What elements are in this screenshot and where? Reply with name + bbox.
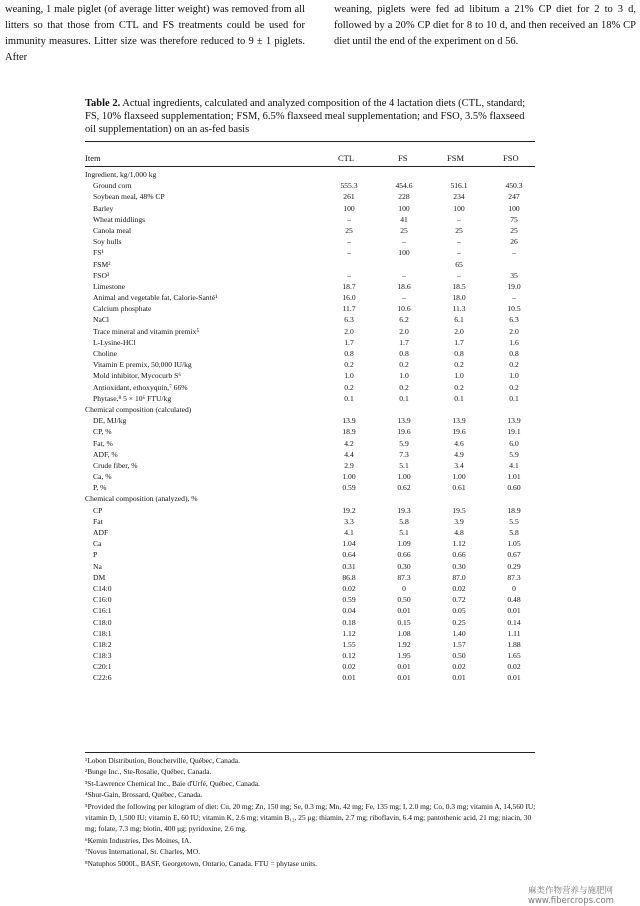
cell-ctl: – — [347, 237, 351, 247]
cell-fsm: 100 — [453, 203, 465, 213]
table-row — [85, 617, 535, 628]
cell-ctl: 1.0 — [344, 371, 354, 381]
row-label: C18:3 — [93, 651, 112, 661]
row-label: Calcium phosphate — [93, 304, 152, 314]
cell-fsm: 516.1 — [450, 181, 468, 191]
cell-fsm: – — [457, 214, 461, 224]
cell-fs: 87.3 — [397, 572, 411, 582]
intro-left-paragraph: weaning, 1 male piglet (of average litter weight) was removed from all litters so that those from CTL and FS treatments could be used for immunity measures. Litter size was therefore reduced to 9 ± 1 piglets. After — [5, 4, 305, 63]
cell-fs: 0.1 — [399, 393, 409, 403]
cell-ctl: 100 — [343, 203, 355, 213]
table-row — [85, 661, 535, 672]
cell-fs: 100 — [398, 203, 410, 213]
cell-fso: 0 — [512, 583, 516, 593]
header-fsm: FSM — [447, 153, 465, 163]
cell-ctl: 0.2 — [344, 360, 354, 370]
cell-fs: – — [402, 270, 406, 280]
table-row — [85, 527, 535, 538]
table-body — [85, 169, 535, 684]
cell-ctl: – — [347, 248, 351, 258]
cell-fso: 0.8 — [509, 349, 519, 358]
row-label: Barley — [93, 203, 114, 213]
cell-fso: 75 — [510, 214, 518, 224]
cell-fs: 0.15 — [397, 617, 411, 627]
cell-fsm: 0.61 — [452, 483, 466, 493]
cell-fs: 19.6 — [397, 427, 411, 437]
cell-fsm: 18.0 — [452, 293, 466, 303]
cell-fsm: 1.00 — [452, 472, 466, 482]
cell-fs: 5.1 — [399, 528, 409, 537]
table-row — [85, 382, 535, 393]
cell-fso: 5.8 — [509, 528, 519, 537]
cell-fs: – — [402, 293, 406, 303]
table-row — [85, 650, 535, 661]
row-label: C14:0 — [93, 583, 112, 593]
row-label: C18:1 — [93, 628, 112, 638]
cell-fsm: 65 — [455, 259, 463, 269]
cell-fso: 5.9 — [509, 449, 519, 459]
table-row — [85, 359, 535, 370]
cell-ctl: 0.31 — [342, 561, 356, 571]
cell-fsm: 11.3 — [452, 304, 466, 314]
table-row — [85, 292, 535, 303]
cell-fsm: – — [457, 237, 461, 247]
row-label: FSO³ — [93, 270, 110, 280]
row-label: C20:1 — [93, 662, 112, 672]
row-label: ADF — [93, 528, 109, 537]
cell-fso: 1.88 — [507, 639, 521, 649]
row-label: CP — [93, 505, 103, 515]
row-label: C18:0 — [93, 617, 112, 627]
cell-fso: 1.65 — [507, 651, 521, 661]
table-row — [85, 639, 535, 650]
table-row — [85, 628, 535, 639]
row-label: P — [93, 550, 98, 560]
cell-ctl: 19.2 — [342, 505, 356, 515]
cell-ctl: 0.02 — [342, 583, 356, 593]
cell-fs: 454.6 — [395, 181, 413, 191]
cell-fs: 1.92 — [397, 639, 411, 649]
cell-fsm: 2.0 — [454, 326, 464, 336]
cell-fs: 0.30 — [397, 561, 411, 571]
cell-fs: 25 — [400, 225, 408, 235]
row-label: Chemical composition (analyzed), % — [85, 494, 198, 504]
cell-fsm: 0.66 — [452, 550, 466, 560]
cell-ctl: 0.02 — [342, 662, 356, 672]
cell-fs: 5.1 — [399, 460, 409, 470]
row-label: DE, MJ/kg — [93, 416, 127, 426]
cell-fso: 4.1 — [509, 460, 519, 470]
table-row — [85, 516, 535, 527]
cell-fs: 0.66 — [397, 550, 411, 560]
cell-fso: 25 — [510, 225, 518, 235]
cell-fso: 0.01 — [507, 673, 521, 683]
cell-ctl: 18.9 — [342, 427, 356, 437]
table-row — [85, 538, 535, 549]
cell-fs: 1.7 — [399, 337, 409, 347]
cell-fs: 228 — [398, 192, 410, 202]
table-row — [85, 561, 535, 572]
cell-ctl: 0.12 — [342, 651, 356, 661]
table-row — [85, 203, 535, 214]
cell-fsm: 0.02 — [452, 583, 466, 593]
table-row — [85, 471, 535, 482]
cell-fso: 1.01 — [507, 472, 521, 482]
row-label: Animal and vegetable fat, Calorie-Santé¹ — [93, 293, 218, 303]
table-row — [85, 583, 535, 594]
cell-fsm: 0.72 — [452, 595, 466, 605]
table-row — [85, 549, 535, 560]
cell-ctl: 3.3 — [344, 516, 354, 526]
table-row — [85, 449, 535, 460]
cell-fsm: 3.9 — [454, 516, 464, 526]
row-label: Ground corn — [93, 181, 132, 191]
cell-ctl: 0.04 — [342, 606, 356, 616]
footnote: ²Bunge Inc., Ste-Rosalie, Québec, Canada. — [85, 767, 212, 777]
cell-fsm: 1.57 — [452, 639, 466, 649]
cell-ctl: 16.0 — [342, 293, 356, 303]
cell-fso: 18.9 — [507, 505, 521, 515]
table-row — [85, 505, 535, 516]
intro-right-column — [334, 2, 636, 50]
intro-text — [0, 2, 640, 72]
cell-ctl: 2.0 — [344, 326, 354, 336]
footnote: ³St-Lawrence Chemical Inc., Baie d'Urfé, Québec, Canada. — [85, 778, 260, 788]
row-label: DM — [93, 572, 106, 582]
table-header-rule — [85, 166, 535, 167]
cell-fso: 1.0 — [509, 371, 519, 381]
table-row — [85, 672, 535, 683]
cell-ctl: 25 — [345, 225, 353, 235]
cell-fsm: 4.9 — [454, 449, 464, 459]
cell-ctl: 1.7 — [344, 337, 354, 347]
cell-fs: 0 — [402, 583, 406, 593]
table-row — [85, 247, 535, 258]
row-label: C16:1 — [93, 606, 112, 616]
cell-fso: – — [512, 293, 516, 303]
table-label: Table 2. — [85, 98, 121, 109]
cell-fsm: 0.2 — [454, 360, 464, 370]
cell-fs: 0.01 — [397, 673, 411, 683]
cell-fs: 13.9 — [397, 416, 411, 426]
cell-ctl: 0.64 — [342, 550, 356, 560]
cell-fso: 0.2 — [509, 360, 519, 370]
cell-fsm: 4.6 — [454, 438, 464, 448]
cell-ctl: 0.18 — [342, 617, 356, 627]
table-row — [85, 337, 535, 348]
row-label: Canola meal — [93, 225, 132, 235]
cell-fs: 0.01 — [397, 606, 411, 616]
cell-fs: 0.50 — [397, 595, 411, 605]
row-label: NaCl — [93, 315, 110, 325]
cell-fs: 18.6 — [397, 281, 411, 291]
cell-fso: 19.0 — [507, 281, 521, 291]
cell-fso: 247 — [508, 192, 520, 202]
cell-fsm: 1.40 — [452, 628, 466, 638]
table-row — [85, 572, 535, 583]
cell-fs: 0.2 — [399, 382, 409, 392]
cell-fso: 87.3 — [507, 572, 521, 582]
row-label: Fat — [93, 516, 103, 526]
cell-fso: 0.1 — [509, 393, 519, 403]
cell-fso: 5.5 — [509, 516, 519, 526]
cell-fs: 1.08 — [397, 628, 411, 638]
cell-fsm: 0.30 — [452, 561, 466, 571]
cell-fso: 1.11 — [507, 628, 521, 638]
cell-fs: 19.3 — [397, 505, 411, 515]
cell-fsm: 0.50 — [452, 651, 466, 661]
cell-fs: 0.01 — [397, 662, 411, 672]
cell-fs: 1.95 — [397, 651, 411, 661]
cell-fso: 10.5 — [507, 304, 521, 314]
cell-ctl: 0.8 — [344, 349, 354, 358]
cell-fso: 6.3 — [509, 315, 519, 325]
table-row — [85, 326, 535, 337]
cell-ctl: 0.01 — [342, 673, 356, 683]
table-row — [85, 180, 535, 191]
cell-ctl: 1.12 — [342, 628, 356, 638]
cell-fs: 41 — [400, 214, 408, 224]
cell-ctl: 0.1 — [344, 393, 354, 403]
cell-fsm: 87.0 — [452, 572, 466, 582]
table-row — [85, 314, 535, 325]
row-label: Fat, % — [93, 438, 113, 448]
table-bottom-rule — [85, 752, 535, 753]
row-label: Ca, % — [93, 472, 112, 482]
row-label: C16:0 — [93, 595, 112, 605]
cell-ctl: 2.9 — [344, 460, 354, 470]
cell-fsm: 19.6 — [452, 427, 466, 437]
row-label: Antioxidant, ethoxyquin,⁷ 66% — [93, 382, 188, 392]
cell-ctl: 4.4 — [344, 449, 354, 459]
cell-fsm: 4.8 — [454, 528, 464, 537]
row-label: P, % — [93, 483, 107, 493]
cell-ctl: 11.7 — [342, 304, 356, 314]
cell-fso: 0.60 — [507, 483, 521, 493]
table-row — [85, 594, 535, 605]
cell-fs: 100 — [398, 248, 410, 258]
cell-fs: 5.8 — [399, 516, 409, 526]
table-section-row — [85, 493, 535, 504]
cell-fs: – — [402, 237, 406, 247]
footnote: ⁴Shur-Gain, Brossard, Québec, Canada. — [85, 790, 203, 800]
table-footnotes — [85, 755, 540, 869]
cell-fsm: 0.02 — [452, 662, 466, 672]
table-row — [85, 605, 535, 616]
cell-fsm: 6.1 — [454, 315, 464, 325]
cell-fs: 5.9 — [399, 438, 409, 448]
table-top-rule — [85, 141, 535, 142]
cell-fso: 1.6 — [509, 337, 519, 347]
cell-ctl: 6.3 — [344, 315, 354, 325]
row-label: Ca — [93, 539, 102, 549]
cell-fsm: 1.0 — [454, 371, 464, 381]
watermark: 麻类作物营养与施肥网 www.fibercrops.com — [528, 886, 614, 906]
header-item: Item — [85, 153, 101, 163]
footnote: ⁸Natuphos 5000L, BASF, Georgetown, Ontario, Canada. FTU = phytase units. — [85, 858, 318, 868]
cell-ctl: 0.59 — [342, 595, 356, 605]
cell-fsm: – — [457, 270, 461, 280]
cell-fs: 0.62 — [397, 483, 411, 493]
table-row — [85, 482, 535, 493]
cell-fso: 19.1 — [507, 427, 521, 437]
cell-fso: 0.29 — [507, 561, 521, 571]
table-row — [85, 393, 535, 404]
row-label: Wheat middlings — [93, 214, 146, 224]
table-row — [85, 191, 535, 202]
cell-fs: 10.6 — [397, 304, 411, 314]
table-row — [85, 270, 535, 281]
cell-ctl: 0.2 — [344, 382, 354, 392]
cell-fso: 13.9 — [507, 416, 521, 426]
row-label: Mold inhibitor, Mycocurb S⁶ — [93, 371, 181, 381]
row-label: FS¹ — [93, 248, 104, 258]
cell-fs: 0.2 — [399, 360, 409, 370]
cell-ctl: 1.04 — [342, 539, 356, 549]
cell-fso: 0.02 — [507, 662, 521, 672]
cell-fsm: 25 — [455, 225, 463, 235]
cell-fsm: 0.25 — [452, 617, 466, 627]
row-label: FSM² — [93, 259, 111, 269]
intro-right-paragraph: weaning, piglets were fed ad libitum a 21% CP diet for 2 to 3 d, followed by a 20% CP diet for 8 to 10 d, and then received an 18% CP diet until the end of the experiment on d 56. — [334, 4, 636, 47]
table-row — [85, 259, 535, 270]
cell-fso: 0.2 — [509, 382, 519, 392]
table-header — [85, 153, 535, 165]
cell-fso: 35 — [510, 270, 518, 280]
cell-fso: 0.48 — [507, 595, 521, 605]
cell-fs: 1.0 — [399, 371, 409, 381]
header-ctl: CTL — [338, 153, 355, 163]
cell-fso: 0.67 — [507, 550, 521, 560]
table-row — [85, 214, 535, 225]
header-fso: FSO — [503, 153, 519, 163]
cell-ctl: 555.3 — [340, 181, 358, 191]
cell-fsm: 18.5 — [452, 281, 466, 291]
row-label: ADF, % — [93, 449, 118, 459]
row-label: Crude fiber, % — [93, 460, 138, 470]
cell-fsm: 13.9 — [452, 416, 466, 426]
row-label: C18:2 — [93, 639, 112, 649]
cell-fso: 100 — [508, 203, 520, 213]
footnote: ⁷Novus International, St. Charles, MO. — [85, 847, 201, 857]
row-label: Ingredient, kg/1,000 kg — [85, 170, 157, 179]
cell-fso: – — [512, 248, 516, 258]
cell-ctl: 13.9 — [342, 416, 356, 426]
cell-fsm: 0.8 — [454, 349, 464, 358]
cell-fso: 2.0 — [509, 326, 519, 336]
cell-ctl: 86.8 — [342, 572, 356, 582]
table-row — [85, 281, 535, 292]
table-row — [85, 348, 535, 359]
cell-fsm: 0.1 — [454, 393, 464, 403]
table-caption — [85, 97, 535, 136]
cell-fsm: 0.05 — [452, 606, 466, 616]
footnote: ⁵Provided the following per kilogram of diet: Cu, 20 mg; Zn, 150 mg; Se, 0.3 mg; Mn, 42 mg; Fe, 135 mg; I, 2.0 mg; Co, 0.3 mg; vitamin A, 14,560 IU; vitamin D, 1,500 IU; vitamin E, 60 IU; vitamin K, 2.6 mg; vitamin B₁₂, 25 μg; thiamin, 2.7 mg; riboflavin, 6.4 mg; pantothenic acid, 21 mg; niacin, 30 mg; folate, 7.3 mg; biotin, 400 μg; pyridoxine, 2.6 mg. — [85, 801, 536, 834]
cell-ctl: 1.00 — [342, 472, 356, 482]
cell-fs: 6.2 — [399, 315, 409, 325]
table-section-row — [85, 169, 535, 180]
cell-fs: 7.3 — [399, 449, 409, 459]
cell-fsm: 0.2 — [454, 382, 464, 392]
row-label: CP, % — [93, 427, 112, 437]
intro-left-column — [5, 2, 305, 66]
table-row — [85, 370, 535, 381]
cell-ctl: 4.2 — [344, 438, 354, 448]
cell-ctl: 261 — [343, 192, 355, 202]
cell-fsm: 0.01 — [452, 673, 466, 683]
table-row — [85, 303, 535, 314]
table-section-row — [85, 404, 535, 415]
cell-fso: 6.0 — [509, 438, 519, 448]
row-label: Chemical composition (calculated) — [85, 404, 192, 414]
row-label: Choline — [93, 349, 118, 358]
row-label: Phytase,⁸ 5 × 10⁶ FTU/kg — [93, 393, 172, 403]
row-label: Na — [93, 561, 102, 571]
cell-ctl: – — [347, 214, 351, 224]
cell-fso: 0.14 — [507, 617, 521, 627]
cell-fsm: 19.5 — [452, 505, 466, 515]
cell-fs: 1.00 — [397, 472, 411, 482]
cell-fso: 1.05 — [507, 539, 521, 549]
row-label: C22:6 — [93, 673, 112, 683]
cell-ctl: – — [347, 270, 351, 280]
cell-ctl: 18.7 — [342, 281, 356, 291]
cell-ctl: 1.55 — [342, 639, 356, 649]
table-row — [85, 225, 535, 236]
cell-ctl: 0.59 — [342, 483, 356, 493]
footnote: ¹Lobon Distribution, Boucherville, Québec, Canada. — [85, 756, 240, 765]
cell-fsm: 3.4 — [454, 460, 464, 470]
row-label: Trace mineral and vitamin premix⁵ — [93, 326, 200, 336]
cell-fs: 1.09 — [397, 539, 411, 549]
cell-ctl: 4.1 — [344, 528, 354, 537]
footnote: ⁶Kemin Industries, Des Moines, IA. — [85, 835, 192, 845]
row-label: L-Lysine-HCl — [93, 337, 136, 347]
row-label: Limestone — [93, 281, 126, 291]
table-row — [85, 438, 535, 449]
cell-fsm: – — [457, 248, 461, 258]
cell-fsm: 1.7 — [454, 337, 464, 347]
cell-fsm: 1.12 — [452, 539, 466, 549]
table-row — [85, 460, 535, 471]
cell-fsm: 234 — [453, 192, 465, 202]
row-label: Soy hulls — [93, 237, 122, 247]
table-row — [85, 236, 535, 247]
cell-fso: 450.3 — [505, 181, 523, 191]
cell-fs: 0.8 — [399, 349, 409, 358]
header-fs: FS — [398, 153, 408, 163]
cell-fs: 2.0 — [399, 326, 409, 336]
table-row — [85, 415, 535, 426]
row-label: Soybean meal, 48% CP — [93, 192, 165, 202]
table-row — [85, 426, 535, 437]
cell-fso: 0.01 — [507, 606, 521, 616]
cell-fso: 26 — [510, 237, 518, 247]
row-label: Vitamin E premix, 50,000 IU/kg — [93, 360, 192, 370]
table-caption-text: Actual ingredients, calculated and analyzed composition of the 4 lactation diets (CTL, standard; FS, 10% flaxseed supplementation; FSM, 6.5% flaxseed meal supplementation; and FSO, 3.5% flaxseed oil supplementation) on an as-fed basis — [85, 98, 526, 135]
